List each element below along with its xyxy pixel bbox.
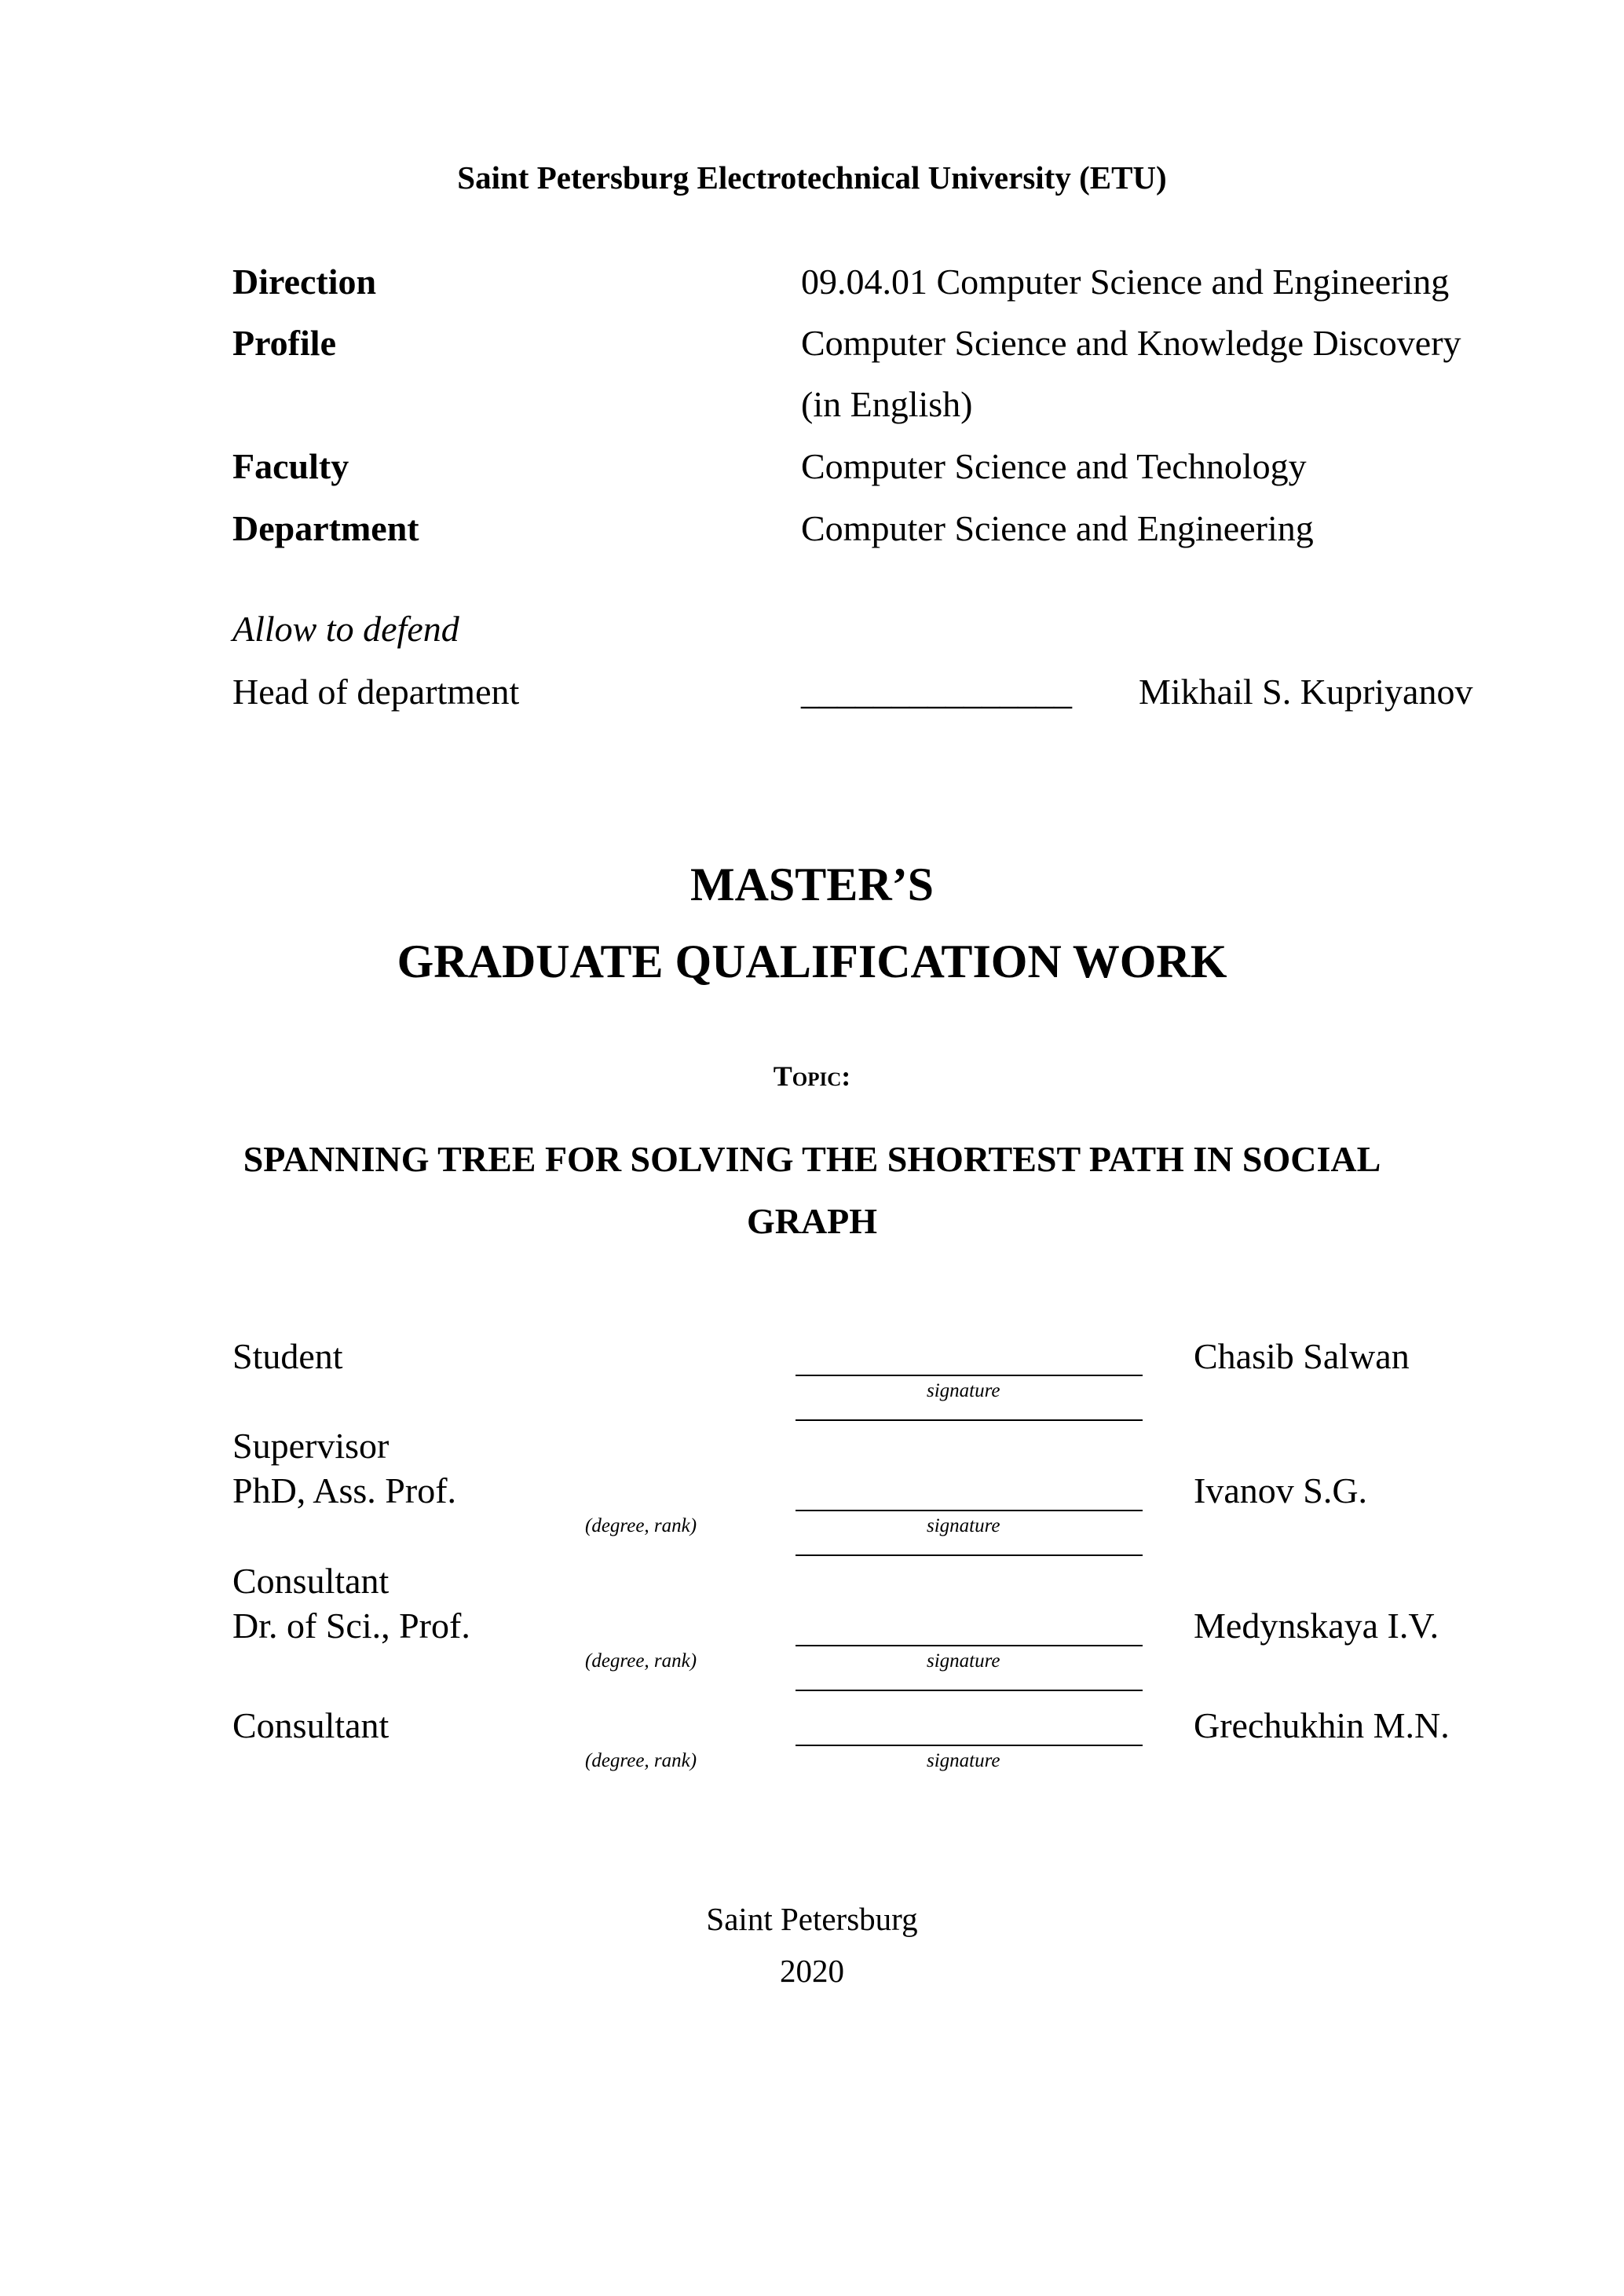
consultant1-role: Consultant	[232, 1561, 390, 1601]
supervisor-signature-line	[796, 1510, 1143, 1511]
topic-label: Topic:	[773, 1060, 851, 1092]
profile-value-cont: (in English)	[801, 384, 973, 424]
student-role: Student	[232, 1336, 343, 1376]
allow-to-defend: Allow to defend	[232, 609, 459, 649]
supervisor-role: Supervisor	[232, 1426, 390, 1466]
consultant1-name: Medynskaya I.V.	[1194, 1606, 1439, 1646]
consultant1-signature-caption: signature	[927, 1650, 1000, 1672]
faculty-value: Computer Science and Technology	[801, 446, 1307, 486]
consultant1-degree-caption: (degree, rank)	[585, 1650, 697, 1672]
supervisor-signature-caption: signature	[927, 1515, 1000, 1536]
footer-city: Saint Petersburg	[706, 1901, 918, 1937]
topic-title-line-2: GRAPH	[746, 1201, 878, 1241]
faculty-label: Faculty	[232, 446, 349, 486]
title-line-2: GRADUATE QUALIFICATION WORK	[397, 936, 1227, 987]
direction-label: Direction	[232, 262, 377, 302]
separator-line	[796, 1690, 1143, 1691]
consultant2-name: Grechukhin M.N.	[1194, 1705, 1450, 1745]
title-line-1: MASTER’S	[689, 859, 935, 910]
separator-line	[796, 1419, 1143, 1421]
consultant2-degree-caption: (degree, rank)	[585, 1750, 697, 1771]
department-label: Department	[232, 508, 419, 548]
consultant2-signature-line	[796, 1745, 1143, 1746]
student-signature-line	[796, 1375, 1143, 1376]
profile-label: Profile	[232, 323, 336, 363]
direction-value: 09.04.01 Computer Science and Engineering	[801, 262, 1450, 302]
consultant1-signature-line	[796, 1645, 1143, 1646]
consultant2-role: Consultant	[232, 1705, 390, 1745]
consultant2-signature-caption: signature	[927, 1750, 1000, 1771]
head-signature-blank: _______________	[801, 672, 1072, 712]
supervisor-degree: PhD, Ass. Prof.	[232, 1470, 457, 1511]
university-name: Saint Petersburg Electrotechnical University (ETU)	[457, 159, 1167, 196]
separator-line	[796, 1554, 1143, 1556]
footer-year: 2020	[780, 1953, 844, 1989]
supervisor-degree-caption: (degree, rank)	[585, 1515, 697, 1536]
consultant1-degree: Dr. of Sci., Prof.	[232, 1606, 470, 1646]
topic-title-line-1: SPANNING TREE FOR SOLVING THE SHORTEST PATH IN SOCIAL	[243, 1139, 1381, 1179]
department-value: Computer Science and Engineering	[801, 508, 1314, 548]
student-name: Chasib Salwan	[1194, 1336, 1410, 1376]
profile-value: Computer Science and Knowledge Discovery	[801, 323, 1461, 363]
student-signature-caption: signature	[927, 1380, 1000, 1401]
supervisor-name: Ivanov S.G.	[1194, 1470, 1368, 1511]
head-of-department-label: Head of department	[232, 672, 520, 712]
head-of-department-name: Mikhail S. Kupriyanov	[1139, 672, 1473, 712]
